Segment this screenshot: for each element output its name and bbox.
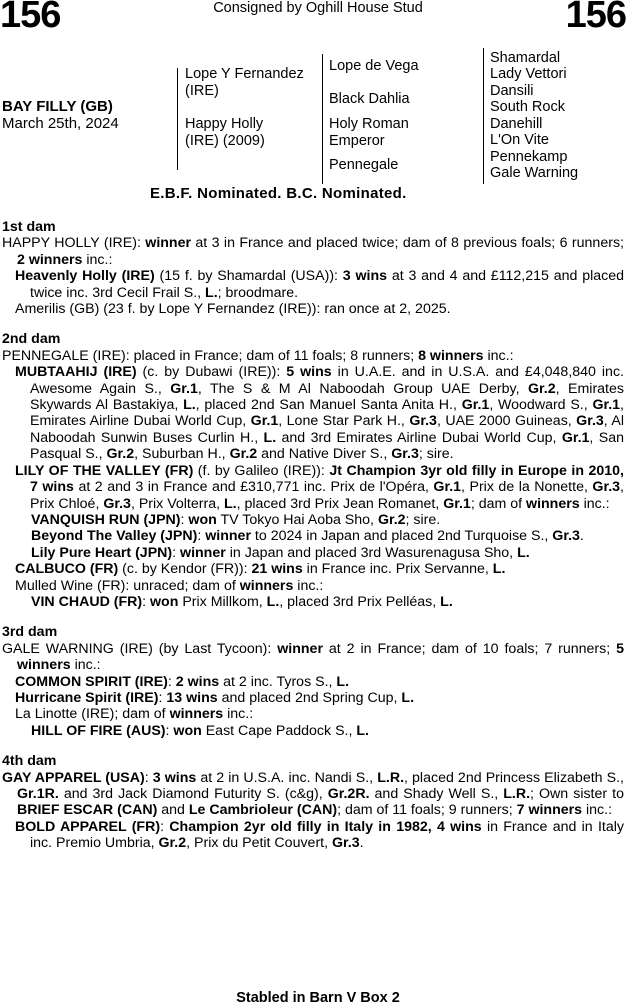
produce-entry: Amerilis (GB) (23 f. by Lope Y Fernandez (IRE)): ran once at 2, 2025. [15, 301, 451, 318]
foaling-date: March 25th, 2024 [2, 115, 119, 132]
section-heading: 3rd dam [2, 624, 58, 641]
produce-entry: BOLD APPAREL (FR): Champion 2yr old filly in Italy in 1982, 4 wins in France and in Italy inc. Premio Umbria, Gr.2, Prix du Petit Couvert, Gr.3. [15, 818, 624, 852]
produce-entry: HILL OF FIRE (AUS): won East Cape Paddock S., L. [31, 722, 369, 739]
produce-entry: LILY OF THE VALLEY (FR) (f. by Galileo (IRE)): Jt Champion 3yr old filly in Europe in 2010, 7 wins at 2 and 3 in France and £310,771 inc. Prix de l'Opéra, Gr.1, Prix de la Nonette, Gr.3, Prix Chloé, Gr.3, Prix Volterra, L., placed 3rd Prix Jean Romanet, Gr.1; dam of winners inc.: [15, 462, 624, 512]
sire: Lope Y Fernandez (IRE) [185, 66, 304, 99]
gen3-3: Dansili [490, 83, 534, 99]
lot-number-right: 156 [565, 0, 626, 36]
consignor: Consigned by Oghill House Stud [213, 0, 423, 16]
produce-entry: VANQUISH RUN (JPN): won TV Tokyo Hai Aoba Sho, Gr.2; sire. [31, 511, 441, 528]
gen2-2: Black Dahlia [329, 91, 410, 107]
gen2-3: Holy Roman Emperor [329, 116, 409, 149]
dam-entry: PENNEGALE (IRE): placed in France; dam of 11 foals; 8 runners; 8 winners inc.: [2, 347, 514, 364]
pedigree-bracket-2 [322, 54, 323, 184]
gen3-1: Shamardal [490, 50, 561, 66]
gen2-1: Lope de Vega [329, 58, 419, 74]
horse-name: BAY FILLY (GB) [2, 98, 113, 115]
gen3-4: South Rock [490, 99, 565, 115]
dam-entry: GALE WARNING (IRE) (by Last Tycoon): winner at 2 in France; dam of 10 foals; 7 runners; 5 winners inc.: [2, 640, 625, 674]
produce-entry: COMMON SPIRIT (IRE): 2 wins at 2 inc. Tyros S., L. [15, 673, 350, 690]
dam-entry: HAPPY HOLLY (IRE): winner at 3 in France and placed twice; dam of 8 previous foals; 6 runners; 2 winners inc.: [2, 235, 624, 268]
pedigree-bracket-3 [483, 48, 484, 184]
produce-entry: Mulled Wine (FR): unraced; dam of winners inc.: [15, 577, 324, 594]
gen3-7: Pennekamp [490, 149, 568, 165]
lot-number-left: 156 [0, 0, 61, 36]
produce-entry: Lily Pure Heart (JPN): winner in Japan and placed 3rd Wasurenagusa Sho, L. [31, 544, 530, 561]
dam: Happy Holly (IRE) (2009) [185, 116, 265, 149]
gen3-8: Gale Warning [490, 165, 579, 181]
produce-entry: Beyond The Valley (JPN): winner to 2024 in Japan and placed 2nd Turquoise S., Gr.3. [31, 528, 584, 545]
stabling-info: Stabled in Barn V Box 2 [236, 990, 400, 1006]
produce-entry: CALBUCO (FR) (c. by Kendor (FR)): 21 wins in France inc. Prix Servanne, L. [15, 561, 506, 578]
pedigree-bracket-1 [177, 68, 178, 170]
produce-entry: Hurricane Spirit (IRE): 13 wins and placed 2nd Spring Cup, L. [15, 689, 415, 706]
gen3-2: Lady Vettori [490, 66, 567, 82]
produce-entry: VIN CHAUD (FR): won Prix Millkom, L., placed 3rd Prix Pelléas, L. [31, 593, 453, 610]
catalogue-body [2, 216, 624, 852]
produce-entry: Heavenly Holly (IRE) (15 f. by Shamardal (USA)): 3 wins at 3 and 4 and £112,215 and placed twice inc. 3rd Cecil Frail S., L.; broodmare. [15, 268, 625, 301]
section-heading: 1st dam [2, 219, 56, 235]
horse-info [2, 98, 119, 132]
produce-entry: La Linotte (IRE); dam of winners inc.: [15, 706, 254, 723]
nominations: E.B.F. Nominated. B.C. Nominated. [150, 185, 407, 202]
section-heading: 4th dam [2, 753, 57, 770]
section-heading: 2nd dam [2, 331, 61, 348]
gen3-5: Danehill [490, 116, 543, 132]
produce-entry: MUBTAAHIJ (IRE) (c. by Dubawi (IRE)): 5 wins in U.A.E. and in U.S.A. and £4,048,840 inc. Awesome Again S., Gr.1, The S & M Al Naboodah Group UAE Derby, Gr.2, Emirates Skywards Al Bastakiya, L., placed 2nd San Manuel Santa Anita H., Gr.1, Woodward S., Gr.1, Emirates Airline Dubai World Cup, Gr.1, Lone Star Park H., Gr.3, UAE 2000 Guineas, Gr.3, Al Naboodah Sunwin Buses Curlin H., L. and 3rd Emirates Airline Dubai World Cup, Gr.1, San Pasqual S., Gr.2, Suburban H., Gr.2 and Native Diver S., Gr.3; sire. [15, 364, 624, 463]
gen3-6: L'On Vite [490, 132, 549, 148]
gen2-4: Pennegale [329, 157, 399, 173]
dam-entry: GAY APPAREL (USA): 3 wins at 2 in U.S.A. inc. Nandi S., L.R., placed 2nd Princess Elizabeth S., Gr.1R. and 3rd Jack Diamond Futurity S. (c&g), Gr.2R. and Shady Well S., L.R.; Own sister to BRIEF ESCAR (CAN) and Le Cambrioleur (CAN); dam of 11 foals; 9 runners; 7 winners inc.: [2, 769, 624, 819]
